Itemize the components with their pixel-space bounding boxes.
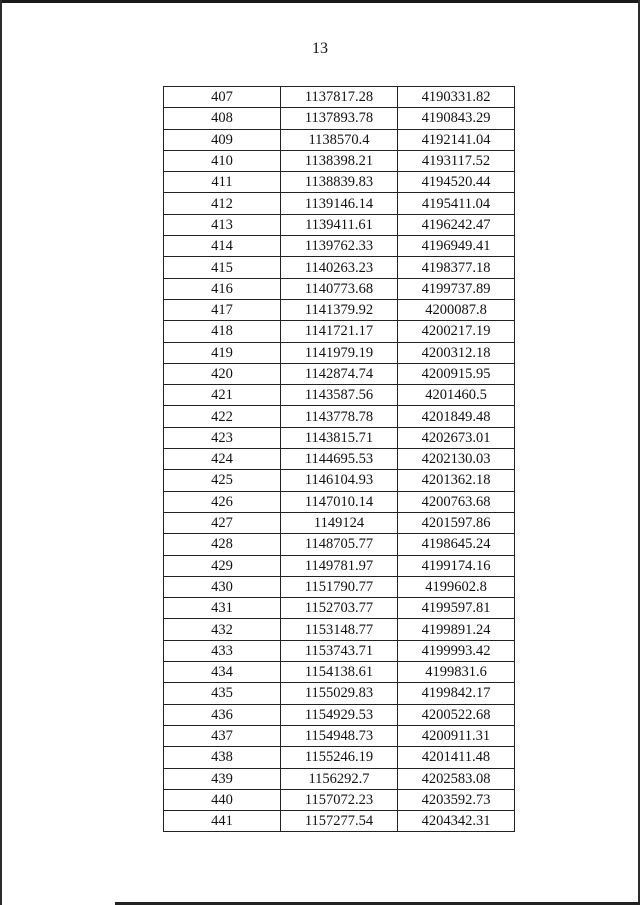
x-coordinate-cell: 1149124: [281, 512, 398, 533]
x-coordinate-cell: 1157277.54: [281, 811, 398, 832]
point-number-cell: 416: [164, 278, 281, 299]
x-coordinate-cell: 1154948.73: [281, 725, 398, 746]
x-coordinate-cell: 1138570.4: [281, 129, 398, 150]
table-row: [164, 87, 515, 108]
y-coordinate-cell: 4199842.17: [398, 683, 515, 704]
table-row: [164, 619, 515, 640]
table-row: [164, 299, 515, 320]
point-number-cell: 410: [164, 150, 281, 171]
table-row: [164, 747, 515, 768]
table-row: [164, 576, 515, 597]
x-coordinate-cell: 1154929.53: [281, 704, 398, 725]
coordinates-table-body: [164, 87, 515, 832]
x-coordinate-cell: 1141379.92: [281, 299, 398, 320]
y-coordinate-cell: 4194520.44: [398, 172, 515, 193]
y-coordinate-cell: 4200915.95: [398, 363, 515, 384]
table-row: [164, 449, 515, 470]
x-coordinate-cell: 1152703.77: [281, 598, 398, 619]
y-coordinate-cell: 4192141.04: [398, 129, 515, 150]
x-coordinate-cell: 1147010.14: [281, 491, 398, 512]
y-coordinate-cell: 4199602.8: [398, 576, 515, 597]
table-row: [164, 342, 515, 363]
y-coordinate-cell: 4195411.04: [398, 193, 515, 214]
y-coordinate-cell: 4200522.68: [398, 704, 515, 725]
point-number-cell: 415: [164, 257, 281, 278]
table-row: [164, 172, 515, 193]
point-number-cell: 433: [164, 640, 281, 661]
x-coordinate-cell: 1143587.56: [281, 385, 398, 406]
x-coordinate-cell: 1142874.74: [281, 363, 398, 384]
y-coordinate-cell: 4202583.08: [398, 768, 515, 789]
table-row: [164, 491, 515, 512]
x-coordinate-cell: 1139146.14: [281, 193, 398, 214]
table-row: [164, 683, 515, 704]
y-coordinate-cell: 4190331.82: [398, 87, 515, 108]
y-coordinate-cell: 4196242.47: [398, 214, 515, 235]
y-coordinate-cell: 4200911.31: [398, 725, 515, 746]
table-row: [164, 725, 515, 746]
point-number-cell: 428: [164, 534, 281, 555]
point-number-cell: 431: [164, 598, 281, 619]
x-coordinate-cell: 1141721.17: [281, 321, 398, 342]
table-row: [164, 406, 515, 427]
y-coordinate-cell: 4199831.6: [398, 662, 515, 683]
table-row: [164, 427, 515, 448]
x-coordinate-cell: 1151790.77: [281, 576, 398, 597]
y-coordinate-cell: 4199891.24: [398, 619, 515, 640]
y-coordinate-cell: 4200087.8: [398, 299, 515, 320]
scan-border-top: [0, 0, 640, 3]
point-number-cell: 437: [164, 725, 281, 746]
y-coordinate-cell: 4198645.24: [398, 534, 515, 555]
y-coordinate-cell: 4193117.52: [398, 150, 515, 171]
point-number-cell: 427: [164, 512, 281, 533]
x-coordinate-cell: 1154138.61: [281, 662, 398, 683]
y-coordinate-cell: 4201597.86: [398, 512, 515, 533]
y-coordinate-cell: 4202130.03: [398, 449, 515, 470]
table-row: [164, 555, 515, 576]
x-coordinate-cell: 1139411.61: [281, 214, 398, 235]
point-number-cell: 421: [164, 385, 281, 406]
point-number-cell: 434: [164, 662, 281, 683]
y-coordinate-cell: 4204342.31: [398, 811, 515, 832]
x-coordinate-cell: 1153148.77: [281, 619, 398, 640]
table-row: [164, 470, 515, 491]
x-coordinate-cell: 1137893.78: [281, 108, 398, 129]
table-row: [164, 257, 515, 278]
point-number-cell: 420: [164, 363, 281, 384]
x-coordinate-cell: 1138839.83: [281, 172, 398, 193]
point-number-cell: 438: [164, 747, 281, 768]
point-number-cell: 429: [164, 555, 281, 576]
x-coordinate-cell: 1140263.23: [281, 257, 398, 278]
x-coordinate-cell: 1153743.71: [281, 640, 398, 661]
table-row: [164, 236, 515, 257]
point-number-cell: 414: [164, 236, 281, 257]
table-row: [164, 278, 515, 299]
point-number-cell: 441: [164, 811, 281, 832]
point-number-cell: 408: [164, 108, 281, 129]
x-coordinate-cell: 1140773.68: [281, 278, 398, 299]
y-coordinate-cell: 4201460.5: [398, 385, 515, 406]
table-row: [164, 385, 515, 406]
y-coordinate-cell: 4198377.18: [398, 257, 515, 278]
table-row: [164, 789, 515, 810]
point-number-cell: 422: [164, 406, 281, 427]
y-coordinate-cell: 4202673.01: [398, 427, 515, 448]
y-coordinate-cell: 4203592.73: [398, 789, 515, 810]
table-row: [164, 811, 515, 832]
x-coordinate-cell: 1146104.93: [281, 470, 398, 491]
point-number-cell: 411: [164, 172, 281, 193]
point-number-cell: 435: [164, 683, 281, 704]
table-row: [164, 363, 515, 384]
point-number-cell: 439: [164, 768, 281, 789]
y-coordinate-cell: 4200763.68: [398, 491, 515, 512]
table-row: [164, 512, 515, 533]
y-coordinate-cell: 4201362.18: [398, 470, 515, 491]
x-coordinate-cell: 1156292.7: [281, 768, 398, 789]
x-coordinate-cell: 1155246.19: [281, 747, 398, 768]
x-coordinate-cell: 1141979.19: [281, 342, 398, 363]
scan-border-left: [0, 0, 2, 905]
table-row: [164, 108, 515, 129]
table-row: [164, 321, 515, 342]
point-number-cell: 423: [164, 427, 281, 448]
table-row: [164, 193, 515, 214]
table-row: [164, 662, 515, 683]
x-coordinate-cell: 1138398.21: [281, 150, 398, 171]
table-row: [164, 214, 515, 235]
y-coordinate-cell: 4196949.41: [398, 236, 515, 257]
point-number-cell: 413: [164, 214, 281, 235]
page-number: 13: [312, 40, 328, 57]
point-number-cell: 432: [164, 619, 281, 640]
point-number-cell: 424: [164, 449, 281, 470]
y-coordinate-cell: 4199993.42: [398, 640, 515, 661]
x-coordinate-cell: 1149781.97: [281, 555, 398, 576]
table-row: [164, 129, 515, 150]
point-number-cell: 412: [164, 193, 281, 214]
y-coordinate-cell: 4190843.29: [398, 108, 515, 129]
point-number-cell: 418: [164, 321, 281, 342]
point-number-cell: 409: [164, 129, 281, 150]
point-number-cell: 440: [164, 789, 281, 810]
point-number-cell: 417: [164, 299, 281, 320]
x-coordinate-cell: 1148705.77: [281, 534, 398, 555]
x-coordinate-cell: 1144695.53: [281, 449, 398, 470]
point-number-cell: 436: [164, 704, 281, 725]
table-row: [164, 768, 515, 789]
x-coordinate-cell: 1139762.33: [281, 236, 398, 257]
x-coordinate-cell: 1143815.71: [281, 427, 398, 448]
point-number-cell: 419: [164, 342, 281, 363]
x-coordinate-cell: 1155029.83: [281, 683, 398, 704]
table-row: [164, 534, 515, 555]
y-coordinate-cell: 4200312.18: [398, 342, 515, 363]
x-coordinate-cell: 1157072.23: [281, 789, 398, 810]
y-coordinate-cell: 4199597.81: [398, 598, 515, 619]
y-coordinate-cell: 4200217.19: [398, 321, 515, 342]
table-row: [164, 150, 515, 171]
x-coordinate-cell: 1143778.78: [281, 406, 398, 427]
table-row: [164, 598, 515, 619]
point-number-cell: 426: [164, 491, 281, 512]
point-number-cell: 430: [164, 576, 281, 597]
point-number-cell: 407: [164, 87, 281, 108]
y-coordinate-cell: 4199737.89: [398, 278, 515, 299]
y-coordinate-cell: 4201411.48: [398, 747, 515, 768]
x-coordinate-cell: 1137817.28: [281, 87, 398, 108]
y-coordinate-cell: 4201849.48: [398, 406, 515, 427]
table-row: [164, 704, 515, 725]
point-number-cell: 425: [164, 470, 281, 491]
y-coordinate-cell: 4199174.16: [398, 555, 515, 576]
coordinates-table: [163, 86, 515, 832]
table-row: [164, 640, 515, 661]
